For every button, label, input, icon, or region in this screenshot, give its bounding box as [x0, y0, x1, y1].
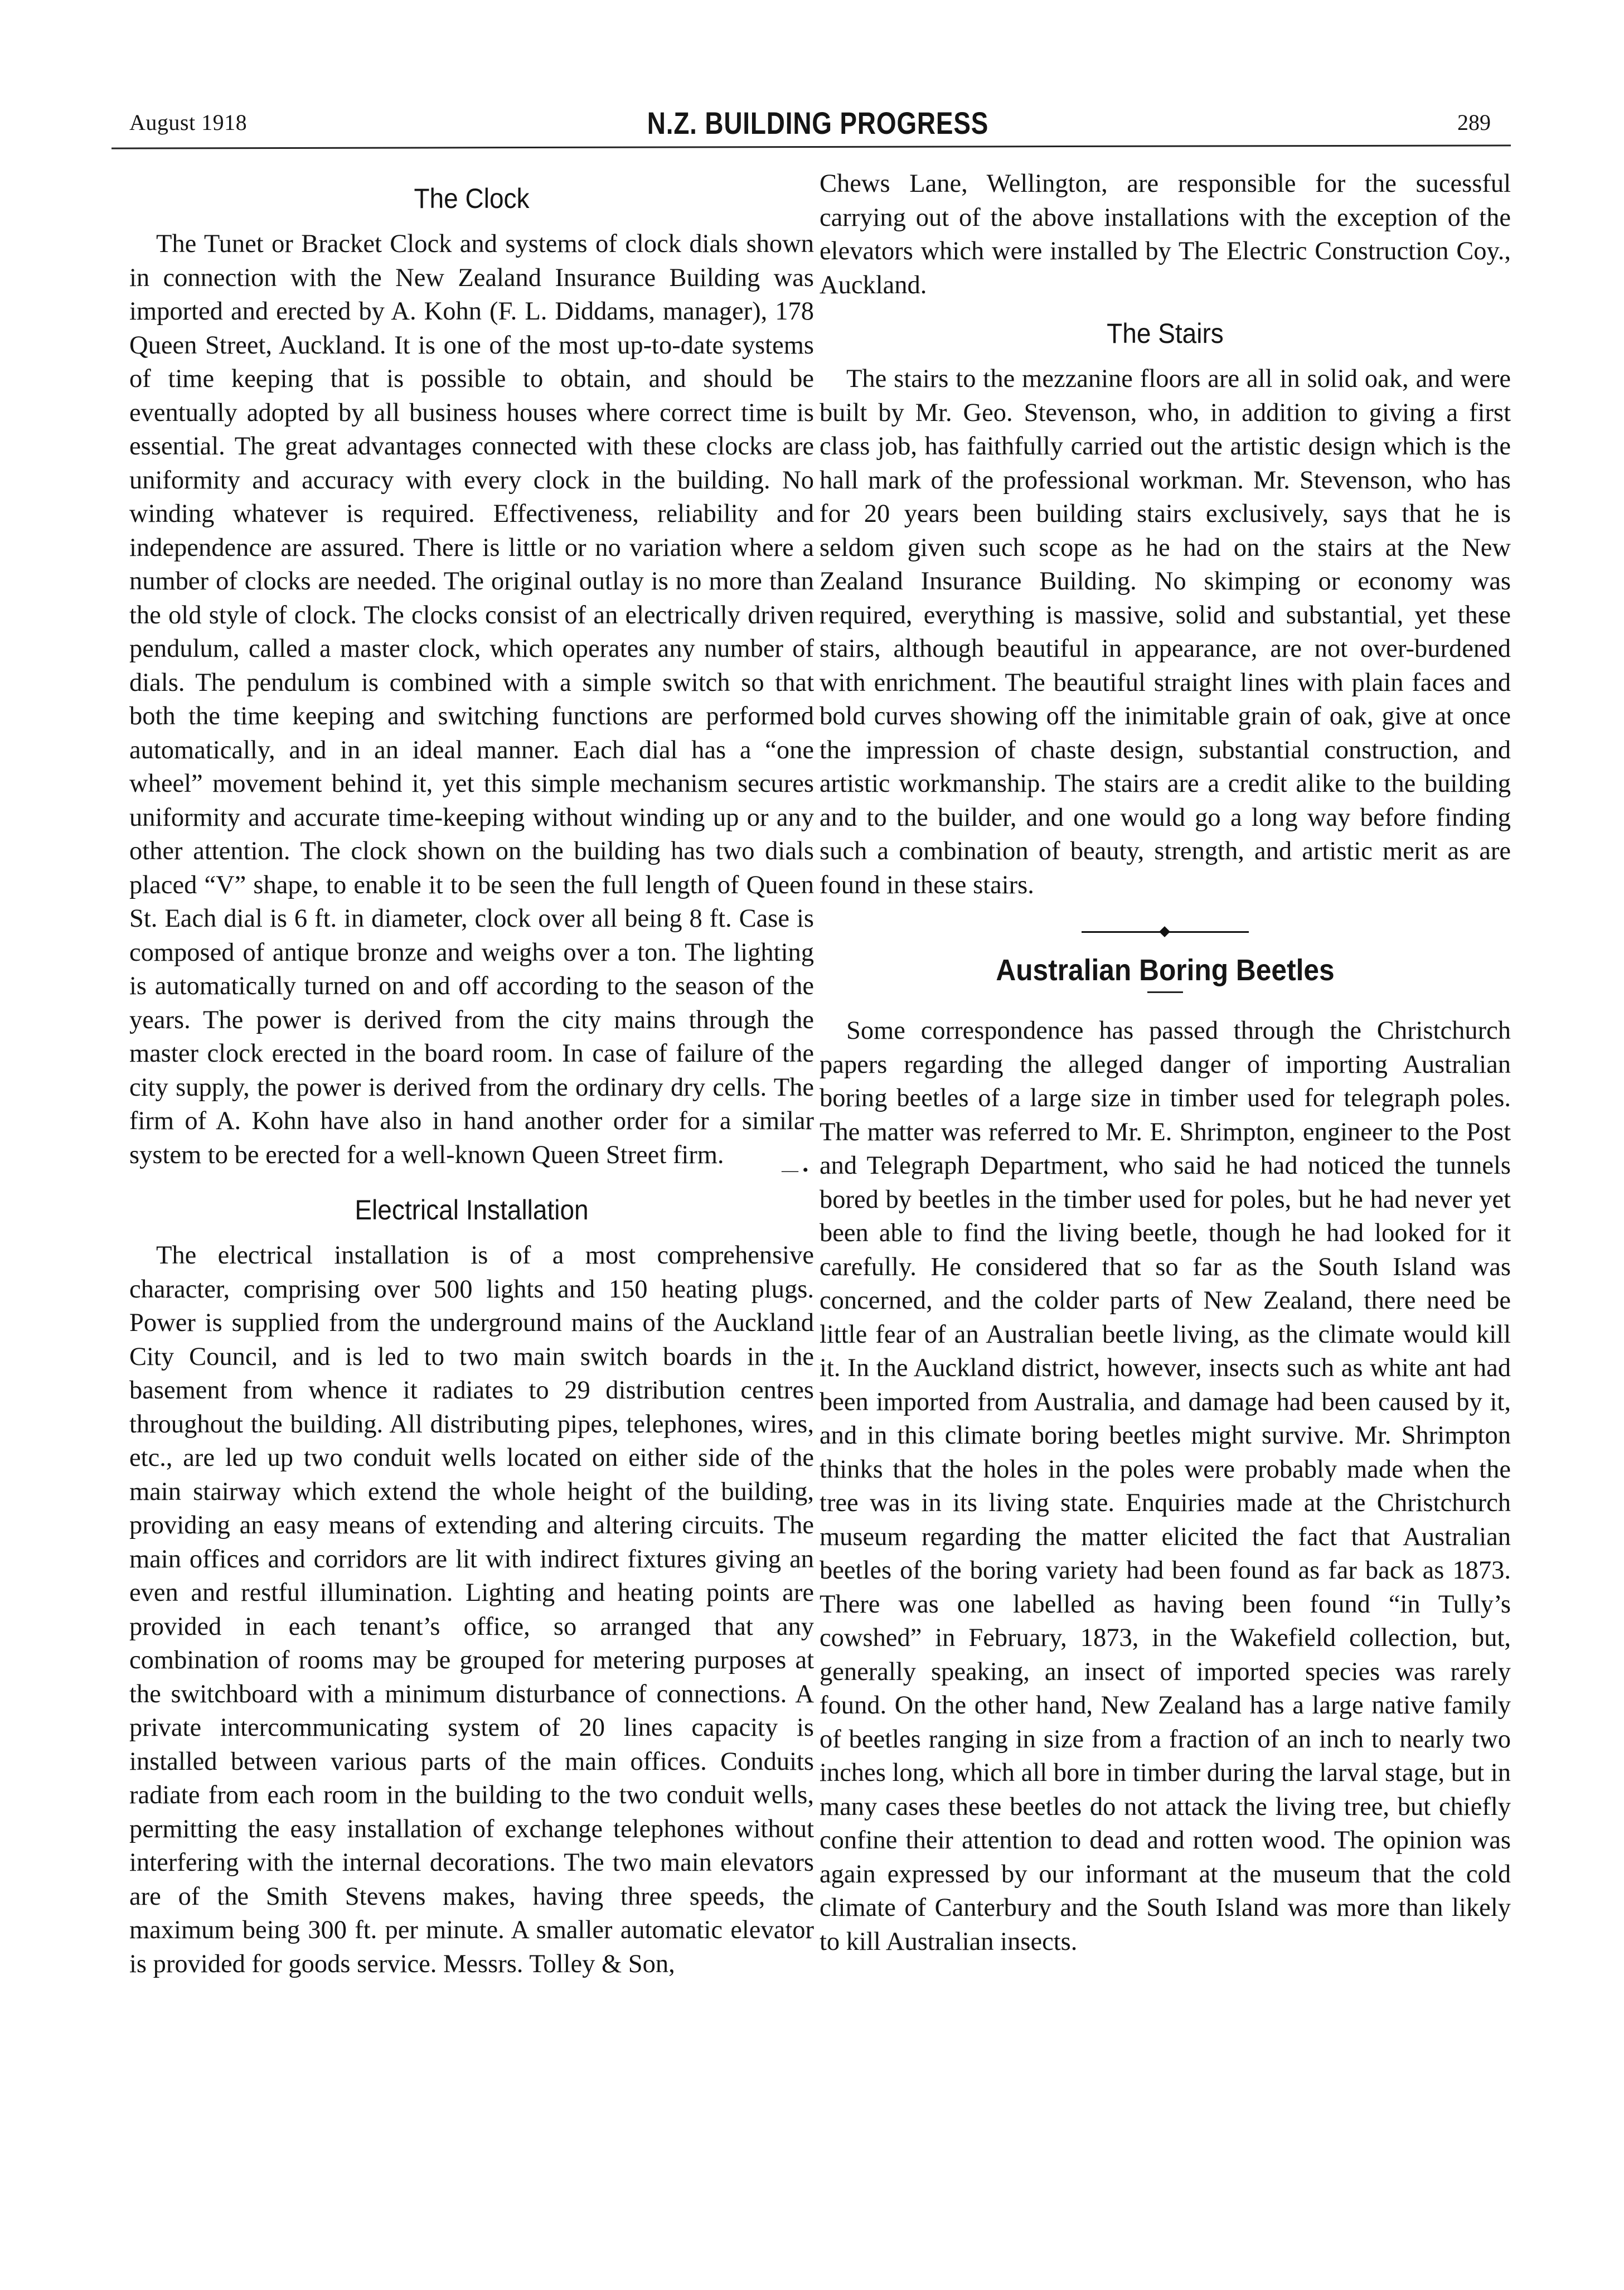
clock-paragraph: The Tunet or Bracket Clock and systems of clock dials shown in connection with the New Zealand Insurance Building was imported and erected by A. Kohn (F. L. Diddams, manager), 178 Queen Street, Auckland. It is one of the most up-to-date systems of time keeping that is possible to obtain, and should be eventually adopted by all business houses where correct time is essential. The great advantages connected with these clocks are uniformity and accuracy with every clock in the building. No winding whatever is required. Effectiveness, reliability and independence are assured. There is little or no variation where a number of clocks are needed. The original outlay is no more than the old style of clock. The clocks consist of an electrically driven pendulum, called a master clock, which operates any number of dials. The pendulum is combined with a simple switch so that both the time keeping and switching functions are performed automatically, and in an ideal manner. Each dial has a “one wheel” movement behind it, yet this simple mechanism secures uniformity and accurate time-keeping without winding up or any other attention. The clock shown on the building has two dials placed “V” shape, to enable it to be seen the full length of Queen St. Each dial is 6 ft. in diameter, clock over all being 8 ft. Case is composed of antique bronze and weighs over a ton. The lighting is automatically turned on and off according to the season of the years. The power is derived from the city mains through the master clock erected in the board room. In case of failure of the city supply, the power is derived from the ordinary dry cells. The firm of A. Kohn have also in hand another order for a similar system to be erected for a well-known Queen Street firm. — [129, 230, 814, 1169]
header-rule — [112, 144, 1511, 149]
diamond-icon — [1159, 926, 1170, 937]
running-header — [129, 105, 1506, 145]
issue-date: August 1918 — [129, 110, 248, 135]
stairs-paragraph: The stairs to the mezzanine floors are all in solid oak, and were built by Mr. Geo. Stevenson, who, in addition to giving a first class job, has faithfully carried out the artistic design which is the hall mark of the professional workman. Mr. Stevenson, who has for 20 years been building stairs exclusively, says that he is seldom given such scope as he had on the stairs at the New Zealand Insurance Building. No skimping or economy was required, everything is massive, solid and substantial, yet these stairs, although beautiful in appearance, are not over-burdened with enrichment. The beautiful straight lines with plain faces and bold curves showing off the inimitable grain of oak, give at once the impression of chaste design, substantial construction, and artistic workmanship. The stairs are a credit alike to the building and to the builder, and one would go a long way before finding such a combination of beauty, strength, and artistic merit as are found in these stairs. — [820, 365, 1511, 899]
beetles-paragraph: Some correspondence has passed through the Christchurch papers regarding the alleged danger of importing Australian boring beetles of a large size in timber used for telegraph poles. The matter was referred to Mr. E. Shrimpton, engineer to the Post and Telegraph Department, who said he had noticed the tunnels bored by beetles in the timber used for poles, but he had never yet been able to find the living beetle, though he had looked for it carefully. He considered that so far as the South Island was concerned, and the colder parts of New Zealand, there need be little fear of an Australian beetle living, as the climate would kill it. In the Auckland district, however, insects such as white ant had been imported from Australia, and damage had been caused by it, and in this climate boring beetles might survive. Mr. Shrimpton thinks that the holes in the poles were probably made when the tree was in its living state. Enquiries made at the Christchurch museum regarding the matter elicited the fact that Australian beetles of the boring variety had been found as far back as 1873. There was one labelled as having been found “in Tully’s cowshed” in February, 1873, in the Wakefield collection, but, generally speaking, an insect of imported species was rarely found. On the other hand, New Zealand has a large native family of beetles ranging in size from a fraction of an inch to nearly two inches long, which all bore in timber during the larval stage, but in many cases these beetles do not attack the living tree, but chiefly confine their attention to dead and rotten wood. The opinion was again expressed by our informant at the museum that the cold climate of Canterbury and the South Island was more than likely to kill Australian insects. — [820, 1016, 1511, 1956]
electrical-paragraph: The electrical installation is of a most comprehensive character, comprising over 500 lights and 150 heating plugs. Power is supplied from the underground mains of the Auckland City Council, and is led to two main switch boards in the basement from whence it radiates to 29 distribution centres throughout the building. All distributing pipes, telephones, wires, etc., are led up two conduit wells located on either side of the main stairway which extend the whole height of the building, providing an easy means of extending and altering circuits. The main offices and corridors are lit with indirect fixtures giving an even and restful illumination. Lighting and heating points are provided in each tenant’s office, so arranged that any combination of rooms may be grouped for metering purposes at the switchboard with a minimum disturbance of connections. A private intercommunicating system of 20 lines capacity is installed between various parts of the main offices. Conduits radiate from each room in the building to the two conduit wells, permitting the easy installation of exchange telephones without interfering with the internal decorations. The two main elevators are of the Smith Stevens makes, having three speeds, the maximum being 300 ft. per minute. A smaller automatic elevator is provided for goods service. Messrs. Tolley & Son, — [129, 1241, 814, 1978]
right-column — [820, 167, 1511, 1959]
section-heading-electrical: Electrical Installation — [355, 1194, 589, 1226]
electrical-continuation: Chews Lane, Wellington, are responsible for the sucessful carrying out of the above installations with the exception of the elevators which were installed by The Electric Construction Coy., Auckland. — [820, 170, 1511, 299]
heading-underline — [1147, 991, 1183, 993]
left-column — [129, 167, 814, 1981]
section-divider-ornament — [1082, 927, 1249, 938]
section-heading-stairs: The Stairs — [1107, 318, 1224, 349]
page-number: 289 — [1457, 110, 1491, 135]
end-mark-icon: — • — [781, 1161, 808, 1179]
section-heading-clock: The Clock — [414, 183, 530, 214]
section-heading-beetles: Australian Boring Beetles — [996, 953, 1335, 987]
publication-title: N.Z. BUILDING PROGRESS — [647, 105, 989, 141]
